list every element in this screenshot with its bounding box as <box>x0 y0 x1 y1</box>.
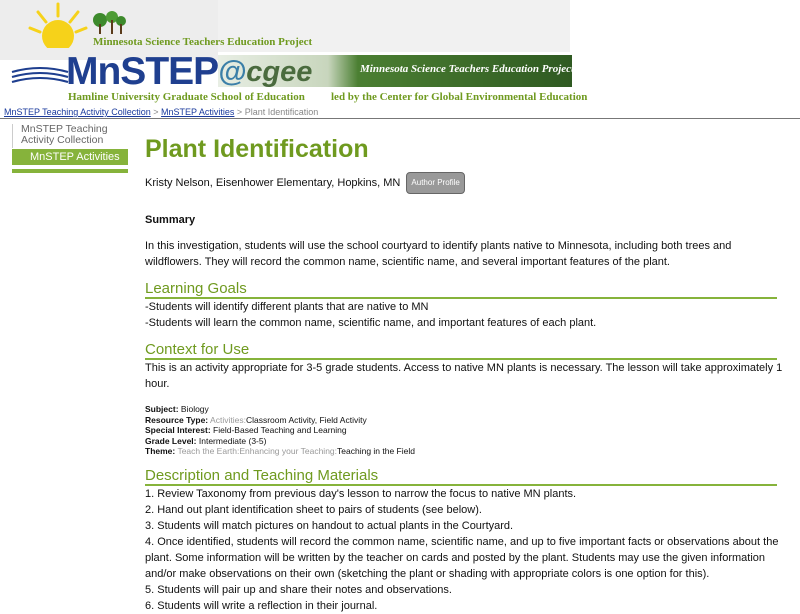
materials-list <box>145 486 785 614</box>
context-heading: Context for Use <box>145 341 777 360</box>
breadcrumb <box>4 107 318 117</box>
breadcrumb-current: Plant Identification <box>244 107 319 117</box>
breadcrumb-link-collection[interactable]: MnSTEP Teaching Activity Collection <box>4 107 151 117</box>
sidebar-nav <box>12 124 128 173</box>
main-content <box>145 132 785 614</box>
meta-value[interactable]: Biology <box>180 404 209 414</box>
list-item: 5. Students will pair up and share their notes and observations. <box>145 583 452 596</box>
meta-label: Special Interest: <box>145 425 211 435</box>
summary-heading: Summary <box>145 214 196 226</box>
breadcrumb-link-activities[interactable]: MnSTEP Activities <box>161 107 235 117</box>
sidebar-item-activities[interactable]: MnSTEP Activities <box>12 149 128 165</box>
meta-value[interactable]: Teaching in the Field <box>337 446 415 456</box>
meta-subject <box>145 404 785 415</box>
cgee-logo-text: cgee <box>246 56 313 88</box>
list-item: -Students will identify different plants that are native to MN <box>145 301 429 313</box>
materials-heading: Description and Teaching Materials <box>145 467 777 486</box>
meta-prefix[interactable]: Teach the Earth:Enhancing your Teaching: <box>177 446 338 456</box>
author-line <box>145 172 785 194</box>
cgee-logo[interactable] <box>218 56 312 89</box>
page-title: Plant Identification <box>145 135 369 163</box>
trees-logo-icon <box>92 10 126 38</box>
cgee-banner-title: Minnesota Science Teachers Education Project <box>360 63 575 75</box>
learning-goals-list <box>145 299 785 331</box>
meta-label: Subject: <box>145 404 179 414</box>
activity-metadata <box>145 404 785 457</box>
globe-icon: @ <box>218 56 247 88</box>
sidebar-divider <box>12 169 128 173</box>
list-item: 1. Review Taxonomy from previous day's lesson to narrow the focus to native MN plants. <box>145 487 577 500</box>
school-name: Hamline University Graduate School of Education <box>68 91 305 103</box>
sun-logo-icon <box>28 2 88 48</box>
project-name: Minnesota Science Teachers Education Project <box>93 36 313 48</box>
list-item: 4. Once identified, students will record the common name, scientific name, and up to five important facts or observations about the plant. Some information will be written by the teacher on cards and posted by the plant. Students may use the given information and/or make observations on their own (sketching the plant or shading with appropriate colors is one option for this). <box>145 535 779 580</box>
list-item: 6. Students will write a reflection in their journal. <box>145 599 378 612</box>
list-item: 3. Students will match pictures on handout to actual plants in the Courtyard. <box>145 519 514 532</box>
context-text: This is an activity appropriate for 3-5 grade students. Access to native MN plants is necessary. The lesson will take approximately 1 hour. <box>145 362 783 390</box>
meta-label: Grade Level: <box>145 435 197 446</box>
meta-value[interactable]: Classroom Activity, Field Activity <box>245 414 367 425</box>
meta-special-interest <box>145 425 785 436</box>
breadcrumb-separator: > <box>236 107 243 117</box>
header-divider <box>0 118 800 119</box>
list-item: 2. Hand out plant identification sheet to pairs of students (see below). <box>145 503 482 516</box>
meta-prefix[interactable]: Activities: <box>210 414 246 425</box>
sidebar-item-collection[interactable]: MnSTEP Teaching Activity Collection <box>12 124 128 148</box>
water-swoosh-icon <box>10 66 70 86</box>
meta-theme <box>145 446 785 457</box>
mnstep-logo[interactable]: MnSTEP <box>66 50 219 93</box>
meta-value[interactable]: Field-Based Teaching and Learning <box>213 425 347 435</box>
summary-text: In this investigation, students will use the school courtyard to identify plants native to Minnesota, including both trees and wildflowers. They will record the common name, scientific name, and several important features of the plant. <box>145 240 732 268</box>
site-header <box>0 0 800 106</box>
meta-label: Resource Type: <box>145 414 209 425</box>
breadcrumb-separator: > <box>153 107 159 117</box>
meta-label: Theme: <box>145 446 176 456</box>
list-item: -Students will learn the common name, scientific name, and important features of each plant. <box>145 317 597 329</box>
led-by-text: led by the Center for Global Environmental Education <box>331 91 588 103</box>
meta-value[interactable]: Intermediate (3-5) <box>198 435 267 446</box>
learning-goals-heading: Learning Goals <box>145 280 777 299</box>
meta-resource-type <box>145 415 785 426</box>
author-profile-button[interactable]: Author Profile <box>406 172 464 194</box>
author-name: Kristy Nelson, Eisenhower Elementary, Hopkins, MN <box>145 176 401 189</box>
meta-grade-level <box>145 436 785 447</box>
